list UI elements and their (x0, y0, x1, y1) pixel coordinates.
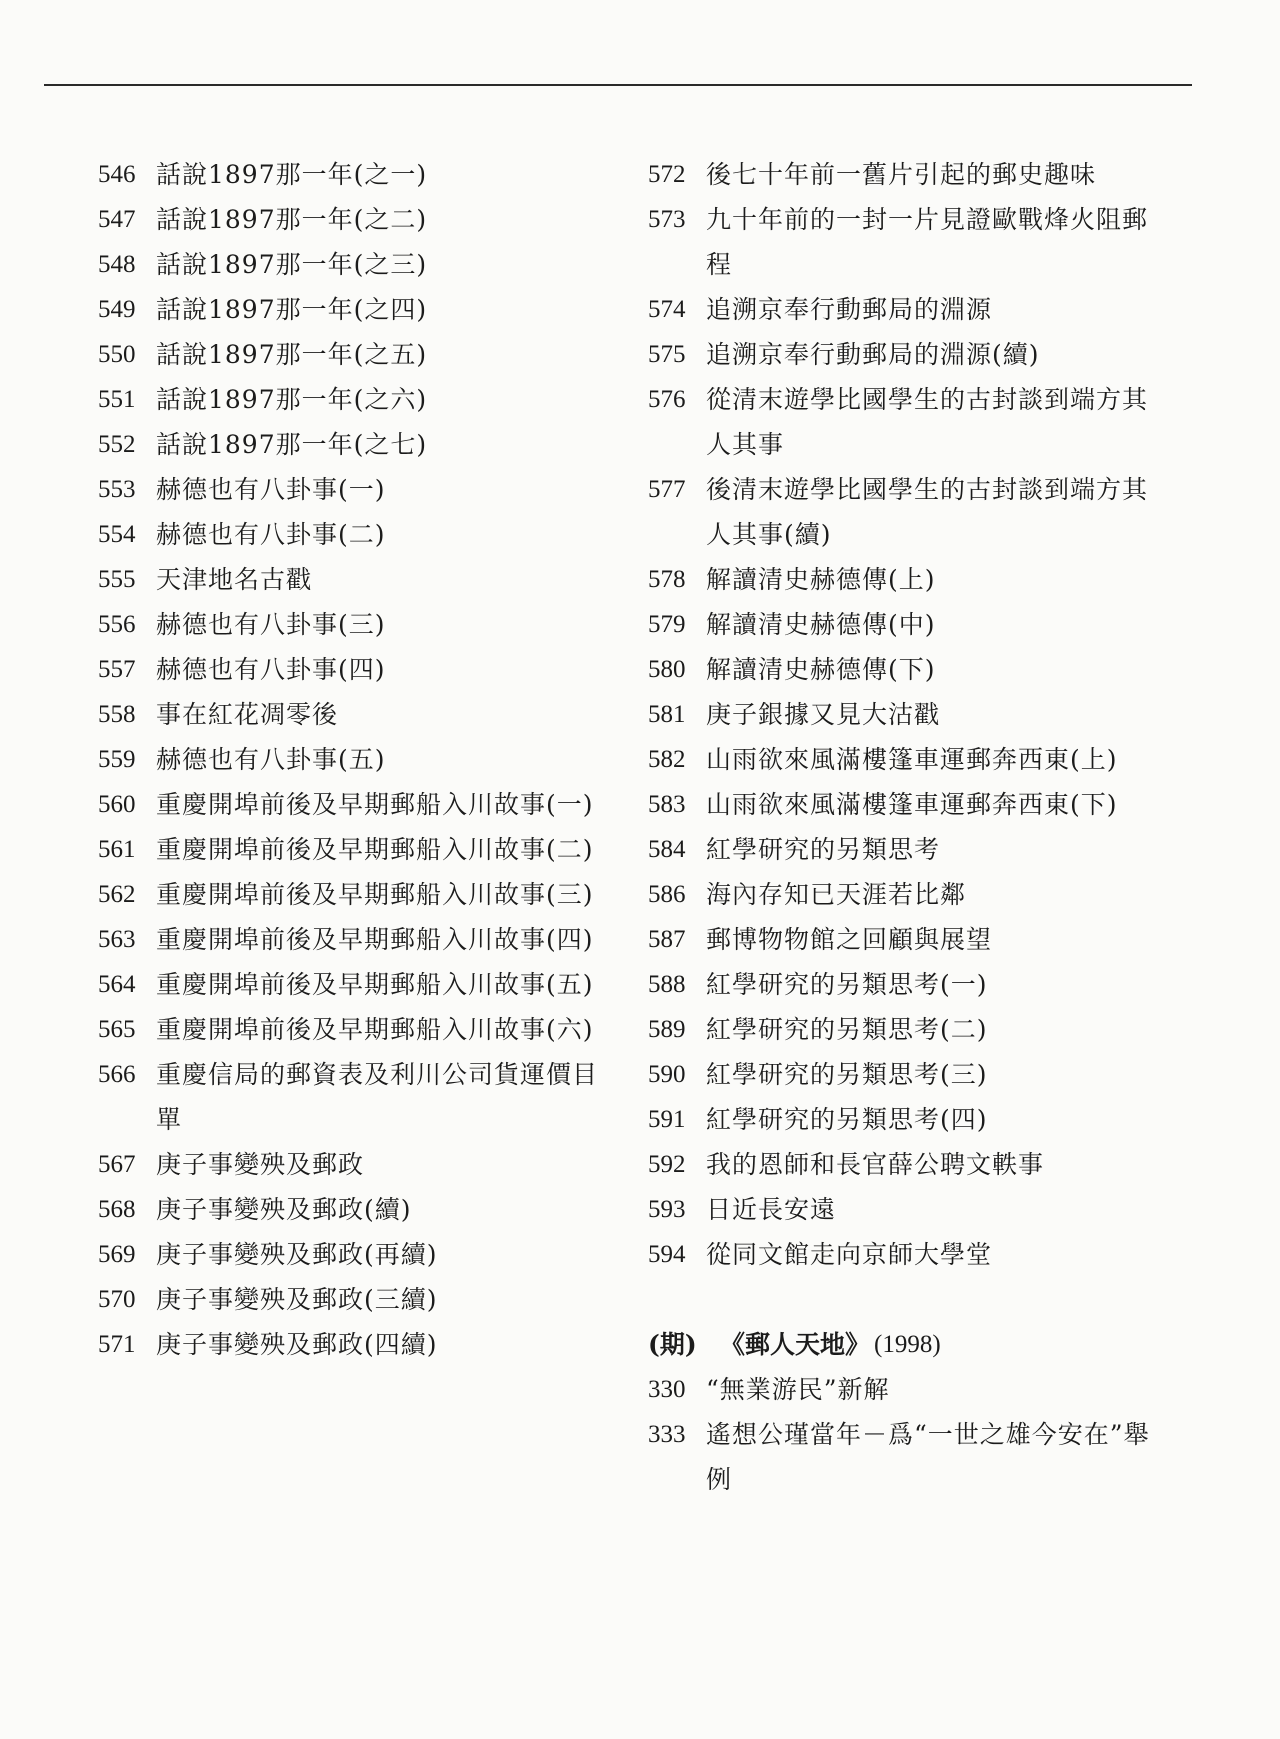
list-item (648, 782, 1168, 827)
list-item (648, 557, 1168, 602)
entry-number: 576 (648, 386, 686, 413)
section-year: (1998) (874, 1331, 941, 1358)
entry-number: 567 (98, 1151, 136, 1178)
entry-number: 330 (648, 1376, 686, 1403)
list-item (98, 737, 598, 782)
entry-title: 話說1897那一年(之七) (156, 430, 428, 459)
list-item (648, 1412, 1168, 1502)
entry-title: 庚子銀據又見大沽戳 (706, 700, 941, 729)
entry-title: 山雨欲來風滿樓篷車運郵奔西東(下) (706, 790, 1118, 819)
entry-title: 郵博物物館之回顧與展望 (706, 925, 993, 954)
entry-title: 從同文館走向京師大學堂 (706, 1240, 993, 1269)
entry-title: 天津地名古戳 (156, 565, 313, 594)
entry-title: 海內存知已天涯若比鄰 (706, 880, 967, 909)
entry-number: 553 (98, 476, 136, 503)
entry-title: 話說1897那一年(之六) (156, 385, 428, 414)
entry-title: 重慶開埠前後及早期郵船入川故事(二) (156, 835, 594, 864)
list-item (98, 602, 598, 647)
entry-number: 584 (648, 836, 686, 863)
list-item (648, 152, 1168, 197)
list-item (98, 467, 598, 512)
entry-number: 572 (648, 161, 686, 188)
entry-title: 日近長安遠 (706, 1195, 837, 1224)
entry-title: 話說1897那一年(之五) (156, 340, 428, 369)
entry-number: 554 (98, 521, 136, 548)
entry-number: 592 (648, 1151, 686, 1178)
entry-title: 庚子事變殃及郵政(三續) (156, 1285, 438, 1314)
entry-number: 571 (98, 1331, 136, 1358)
list-item (648, 1232, 1168, 1277)
list-item (648, 1187, 1168, 1232)
entry-title: 紅學研究的另類思考(四) (706, 1105, 988, 1134)
entry-number: 333 (648, 1421, 686, 1448)
entry-number: 586 (648, 881, 686, 908)
list-item (648, 962, 1168, 1007)
list-item (98, 782, 598, 827)
entry-number: 583 (648, 791, 686, 818)
entry-number: 589 (648, 1016, 686, 1043)
entry-title: 赫德也有八卦事(三) (156, 610, 386, 639)
entry-number: 594 (648, 1241, 686, 1268)
entry-title: 紅學研究的另類思考 (706, 835, 941, 864)
list-item (98, 1007, 598, 1052)
entry-number: 568 (98, 1196, 136, 1223)
entry-number: 564 (98, 971, 136, 998)
entry-title: 重慶開埠前後及早期郵船入川故事(三) (156, 880, 594, 909)
entry-number: 573 (648, 206, 686, 233)
entry-number: 579 (648, 611, 686, 638)
entry-number: 561 (98, 836, 136, 863)
entry-number: 547 (98, 206, 136, 233)
list-item (98, 872, 598, 917)
entry-number: 549 (98, 296, 136, 323)
entry-title: 赫德也有八卦事(一) (156, 475, 386, 504)
entry-title: 赫德也有八卦事(四) (156, 655, 386, 684)
entry-title: 從清末遊學比國學生的古封談到端方其人其事 (706, 385, 1149, 459)
entry-number: 562 (98, 881, 136, 908)
list-item (648, 602, 1168, 647)
entry-number: 558 (98, 701, 136, 728)
section-label: (期) (648, 1330, 697, 1359)
entry-number: 565 (98, 1016, 136, 1043)
list-item (648, 377, 1168, 467)
entry-number: 557 (98, 656, 136, 683)
entry-title: 重慶開埠前後及早期郵船入川故事(六) (156, 1015, 594, 1044)
entry-title: 事在紅花凋零後 (156, 700, 339, 729)
entry-title: 庚子事變殃及郵政(四續) (156, 1330, 438, 1359)
list-item (98, 647, 598, 692)
list-item (98, 962, 598, 1007)
list-item (648, 197, 1168, 287)
list-item (648, 647, 1168, 692)
entry-title: 庚子事變殃及郵政(再續) (156, 1240, 438, 1269)
entry-title: 遙想公瑾當年－爲“一世之雄今安在”舉例 (706, 1420, 1150, 1494)
entry-number: 591 (648, 1106, 686, 1133)
entry-title: 話說1897那一年(之四) (156, 295, 428, 324)
list-item (648, 1007, 1168, 1052)
entry-title: 重慶信局的郵資表及利川公司貨運價目單 (156, 1060, 599, 1134)
entry-number: 574 (648, 296, 686, 323)
entry-title: 解讀清史赫德傳(下) (706, 655, 936, 684)
list-item (98, 692, 598, 737)
list-item (648, 1052, 1168, 1097)
list-item (98, 917, 598, 962)
entry-title: 赫德也有八卦事(二) (156, 520, 386, 549)
entry-title: 紅學研究的另類思考(三) (706, 1060, 988, 1089)
entry-title: 山雨欲來風滿樓篷車運郵奔西東(上) (706, 745, 1118, 774)
entry-number: 555 (98, 566, 136, 593)
entry-number: 590 (648, 1061, 686, 1088)
list-item (98, 332, 598, 377)
list-item (648, 737, 1168, 782)
entry-number: 580 (648, 656, 686, 683)
list-item (648, 1142, 1168, 1187)
list-item (98, 557, 598, 602)
list-item (648, 827, 1168, 872)
entry-title: 追溯京奉行動郵局的淵源 (706, 295, 993, 324)
entry-number: 559 (98, 746, 136, 773)
list-item (98, 242, 598, 287)
section-gap (648, 1277, 1168, 1322)
entry-number: 563 (98, 926, 136, 953)
entry-number: 582 (648, 746, 686, 773)
entry-number: 550 (98, 341, 136, 368)
entry-title: 重慶開埠前後及早期郵船入川故事(一) (156, 790, 594, 819)
list-item (98, 152, 598, 197)
entry-number: 578 (648, 566, 686, 593)
list-item (648, 332, 1168, 377)
entry-title: 追溯京奉行動郵局的淵源(續) (706, 340, 1040, 369)
entry-number: 581 (648, 701, 686, 728)
section-title: 《郵人天地》 (720, 1330, 871, 1359)
entry-number: 556 (98, 611, 136, 638)
list-item (648, 287, 1168, 332)
left-column (98, 152, 598, 1367)
list-item (648, 1097, 1168, 1142)
list-item (98, 1052, 598, 1142)
entry-title: 解讀清史赫德傳(上) (706, 565, 936, 594)
entry-title: 解讀清史赫德傳(中) (706, 610, 936, 639)
list-item (98, 827, 598, 872)
entry-title: 庚子事變殃及郵政 (156, 1150, 365, 1179)
list-item (648, 917, 1168, 962)
entry-title: 赫德也有八卦事(五) (156, 745, 386, 774)
list-item (648, 692, 1168, 737)
entry-title: 後七十年前一舊片引起的郵史趣味 (706, 160, 1097, 189)
entry-number: 546 (98, 161, 136, 188)
entry-title: 九十年前的一封一片見證歐戰烽火阻郵程 (706, 205, 1149, 279)
entry-number: 593 (648, 1196, 686, 1223)
list-item (98, 1187, 598, 1232)
entry-title: 重慶開埠前後及早期郵船入川故事(五) (156, 970, 594, 999)
entry-number: 548 (98, 251, 136, 278)
list-item (648, 872, 1168, 917)
header-rule (44, 84, 1192, 86)
entry-title: 我的恩師和長官薛公聘文軼事 (706, 1150, 1045, 1179)
entry-title: 紅學研究的另類思考(二) (706, 1015, 988, 1044)
entry-title: 紅學研究的另類思考(一) (706, 970, 988, 999)
entry-title: 話說1897那一年(之三) (156, 250, 428, 279)
list-item (98, 1277, 598, 1322)
entry-title: “無業游民”新解 (706, 1375, 890, 1404)
entry-number: 569 (98, 1241, 136, 1268)
entry-number: 566 (98, 1061, 136, 1088)
entry-number: 577 (648, 476, 686, 503)
list-item (648, 1367, 1168, 1412)
entry-number: 552 (98, 431, 136, 458)
list-item (98, 422, 598, 467)
entry-number: 570 (98, 1286, 136, 1313)
list-item (98, 1322, 598, 1367)
section-header (648, 1322, 1168, 1367)
list-item (98, 1232, 598, 1277)
list-item (98, 512, 598, 557)
entry-title: 庚子事變殃及郵政(續) (156, 1195, 412, 1224)
entry-title: 重慶開埠前後及早期郵船入川故事(四) (156, 925, 594, 954)
entry-title: 後清末遊學比國學生的古封談到端方其人其事(續) (706, 475, 1149, 549)
entry-number: 575 (648, 341, 686, 368)
right-column (648, 152, 1168, 1502)
entry-number: 587 (648, 926, 686, 953)
list-item (98, 377, 598, 422)
list-item (98, 197, 598, 242)
entry-number: 551 (98, 386, 136, 413)
entry-title: 話說1897那一年(之一) (156, 160, 428, 189)
entry-number: 560 (98, 791, 136, 818)
list-item (98, 1142, 598, 1187)
list-item (648, 467, 1168, 557)
list-item (98, 287, 598, 332)
entry-title: 話說1897那一年(之二) (156, 205, 428, 234)
entry-number: 588 (648, 971, 686, 998)
